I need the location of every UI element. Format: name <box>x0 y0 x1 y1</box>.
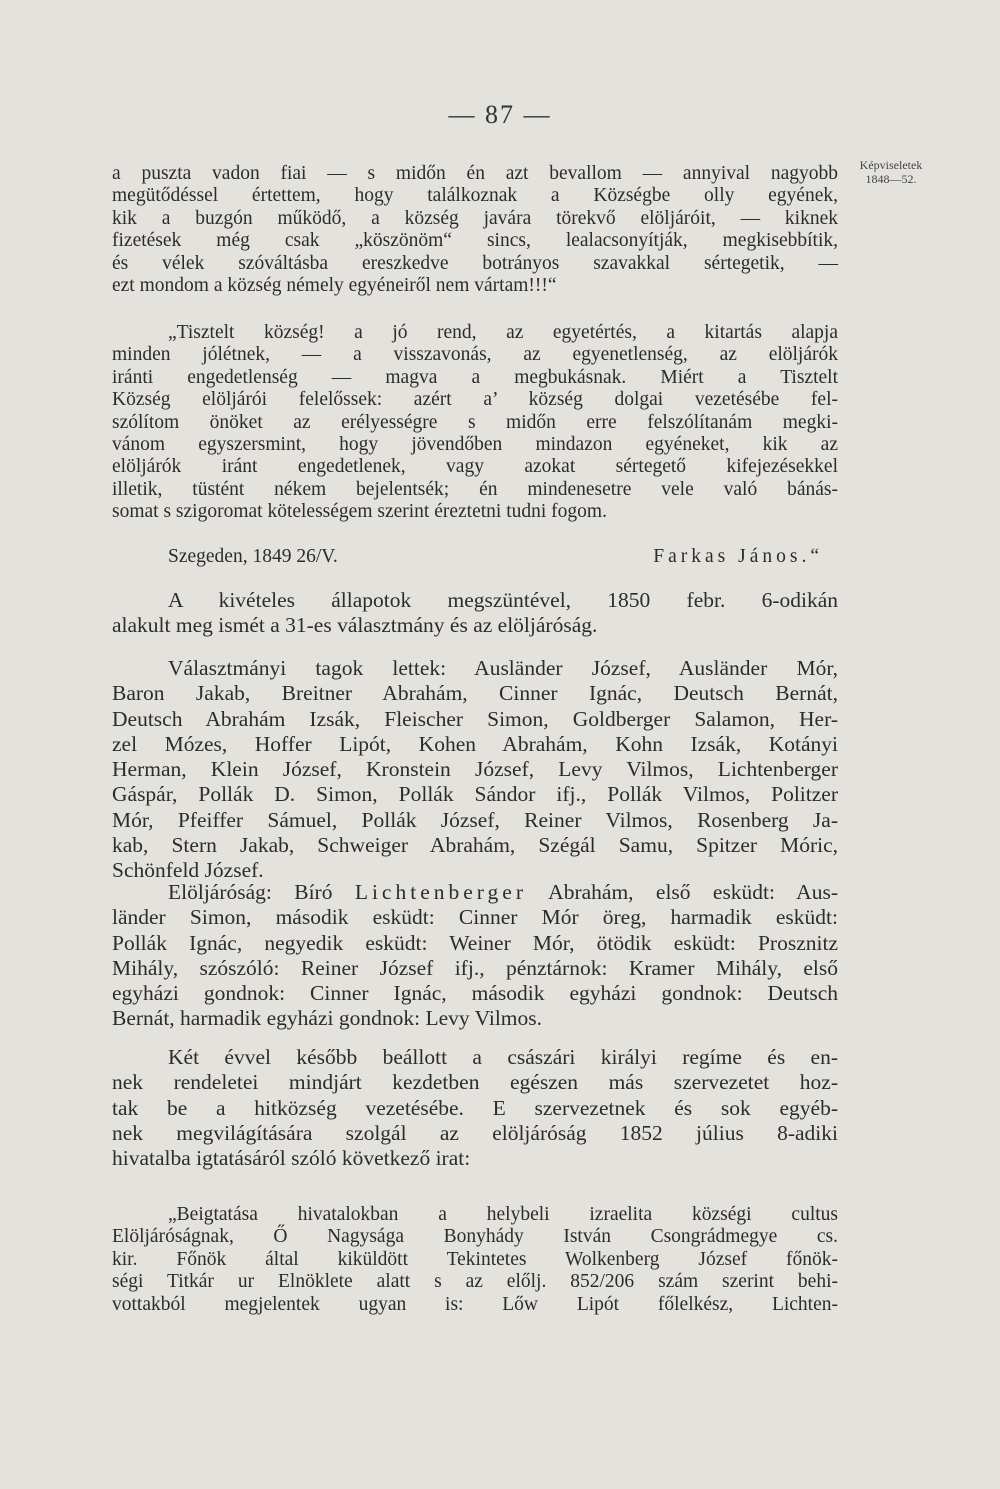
text-line: iránti engedetlenség — magva a megbukásnak. Miért a Tisztelt <box>112 366 838 388</box>
text-line: nek megvilágítására szolgál az elöljáróság 1852 július 8-adiki <box>112 1120 838 1145</box>
leadership-suffix: Abrahám, első esküdt: Aus- <box>527 880 838 904</box>
text-line: Választmányi tagok lettek: Ausländer József, Ausländer Mór, <box>168 656 838 680</box>
leadership-prefix: Elöljáróság: Bíró <box>168 880 355 904</box>
text-line: Gáspár, Pollák D. Simon, Pollák Sándor ifj., Pollák Vilmos, Politzer <box>112 782 838 807</box>
text-line: ségi Titkár ur Elnöklete alatt s az előlj. 852/206 szám szerint behi- <box>112 1271 838 1293</box>
text-line: A kivételes állapotok megszüntével, 1850 febr. 6-odikán <box>168 588 838 612</box>
margin-note <box>846 158 936 186</box>
text-line: Község elöljárói felelőssek: azért a’ község dolgai vezetésébe fel- <box>112 389 838 411</box>
text-line: elöljárók iránt engedetlenek, vagy azokat sértegető kifejezésekkel <box>112 456 838 478</box>
text-line: megütődéssel értettem, hogy találkoznak a Községbe olly egyének, <box>112 185 838 207</box>
text-line: somat s szigoromat kötelességem szerint éreztetni tudni fogom. <box>112 501 607 523</box>
letter-continued-paragraph <box>112 163 838 297</box>
text-line: Két évvel később beállott a császári királyi regíme és en- <box>168 1045 838 1069</box>
text-line: minden jólétnek, — a visszavonás, az egyenetlenség, az elöljárók <box>112 344 838 366</box>
text-line: hivatalba igtatásáról szóló következő irat: <box>112 1146 471 1171</box>
text-line: zel Mózes, Hoffer Lipót, Kohen Abrahám, Kohn Izsák, Kotányi <box>112 731 838 756</box>
text-line: Baron Jakab, Breitner Abrahám, Cinner Ignác, Deutsch Bernát, <box>112 681 838 706</box>
leadership-mayor-name: Lichtenberger <box>354 880 528 904</box>
regime-paragraph <box>112 1045 838 1171</box>
margin-note-years: 1848—52. <box>865 172 917 186</box>
text-line: nek rendeletei mindjárt kezdetben egészen más szervezetet hoz- <box>112 1070 838 1095</box>
members-paragraph <box>112 656 838 884</box>
text-line: Pollák Ignác, negyedik esküdt: Weiner Mór, ötödik esküdt: Prosznitz <box>112 930 838 955</box>
text-line: alakult meg ismét a 31-es választmány és az elöljáróság. <box>112 613 598 638</box>
text-line: länder Simon, második esküdt: Cinner Mór öreg, harmadik esküdt: <box>112 905 838 930</box>
text-line: illetik, tüstént nékem bejelentsék; én mindenesetre vele való bánás- <box>112 478 838 500</box>
text-line: Mihály, szószóló: Reiner József ifj., pénztárnok: Kramer Mihály, első <box>112 955 838 980</box>
page-number: — 87 — <box>448 100 552 129</box>
text-line: ezt mondom a község némely egyéneiről nem vártam!!!“ <box>112 274 557 296</box>
election-paragraph <box>112 588 838 639</box>
leadership-paragraph <box>112 880 838 1032</box>
margin-note-title: Képviseletek <box>859 158 923 172</box>
letter-signature: Farkas János.“ <box>653 546 823 567</box>
text-line: a puszta vadon fiai — s midőn én azt bevallom — annyival nagyobb <box>112 163 838 184</box>
text-line: „Tisztelt község! a jó rend, az egyetértés, a kitartás alapja <box>168 322 838 343</box>
text-line: és vélek szóváltásba ereszkedve botrányos szavakkal sértegetik, — <box>112 252 838 274</box>
text-line: vánom egyszersmint, hogy jövendőben mindazon egyéneket, kik az <box>112 433 838 455</box>
text-line: fizetések még csak „köszönöm“ sincs, lealacsonyítják, megkisebbítik, <box>112 230 838 252</box>
text-line: kik a buzgón működő, a község javára törekvő elöljáróit, — kiknek <box>112 207 838 229</box>
text-line: Deutsch Abrahám Izsák, Fleischer Simon, Goldberger Salamon, Her- <box>112 706 838 731</box>
text-line: Mór, Pfeiffer Sámuel, Pollák József, Reiner Vilmos, Rosenberg Ja- <box>112 807 838 832</box>
text-line: „Beigtatása hivatalokban a helybeli izraelita községi cultus <box>168 1204 838 1225</box>
text-line: egyházi gondnok: Cinner Ignác, második egyházi gondnok: Deutsch <box>112 981 838 1006</box>
letter-place-date: Szegeden, 1849 26/V. <box>168 546 338 567</box>
text-line: kir. Főnök által kiküldött Tekintetes Wolkenberg József főnök- <box>112 1248 838 1270</box>
text-line: Bernát, harmadik egyházi gondnok: Levy Vilmos. <box>112 1006 543 1031</box>
text-line: tak be a hitközség vezetésébe. E szervezetnek és sok egyéb- <box>112 1095 838 1120</box>
text-line: vottakból megjelentek ugyan is: Lőw Lipót főlelkész, Lichten- <box>112 1293 838 1315</box>
text-line <box>112 880 838 905</box>
text-line: Schönfeld József. <box>112 858 264 883</box>
text-line: kab, Stern Jakab, Schweiger Abrahám, Szégál Samu, Spitzer Móric, <box>112 833 838 858</box>
letter-closing <box>112 545 838 569</box>
document-quote-paragraph <box>112 1204 838 1316</box>
text-line: Herman, Klein József, Kronstein József, Levy Vilmos, Lichtenberger <box>112 757 838 782</box>
text-line: Elöljáróságnak, Ő Nagysága Bonyhády István Csongrádmegye cs. <box>112 1226 838 1248</box>
text-line: szólítom önöket az erélyességre s midőn erre felszólítanám megki- <box>112 411 838 433</box>
letter-address-paragraph <box>112 322 838 524</box>
